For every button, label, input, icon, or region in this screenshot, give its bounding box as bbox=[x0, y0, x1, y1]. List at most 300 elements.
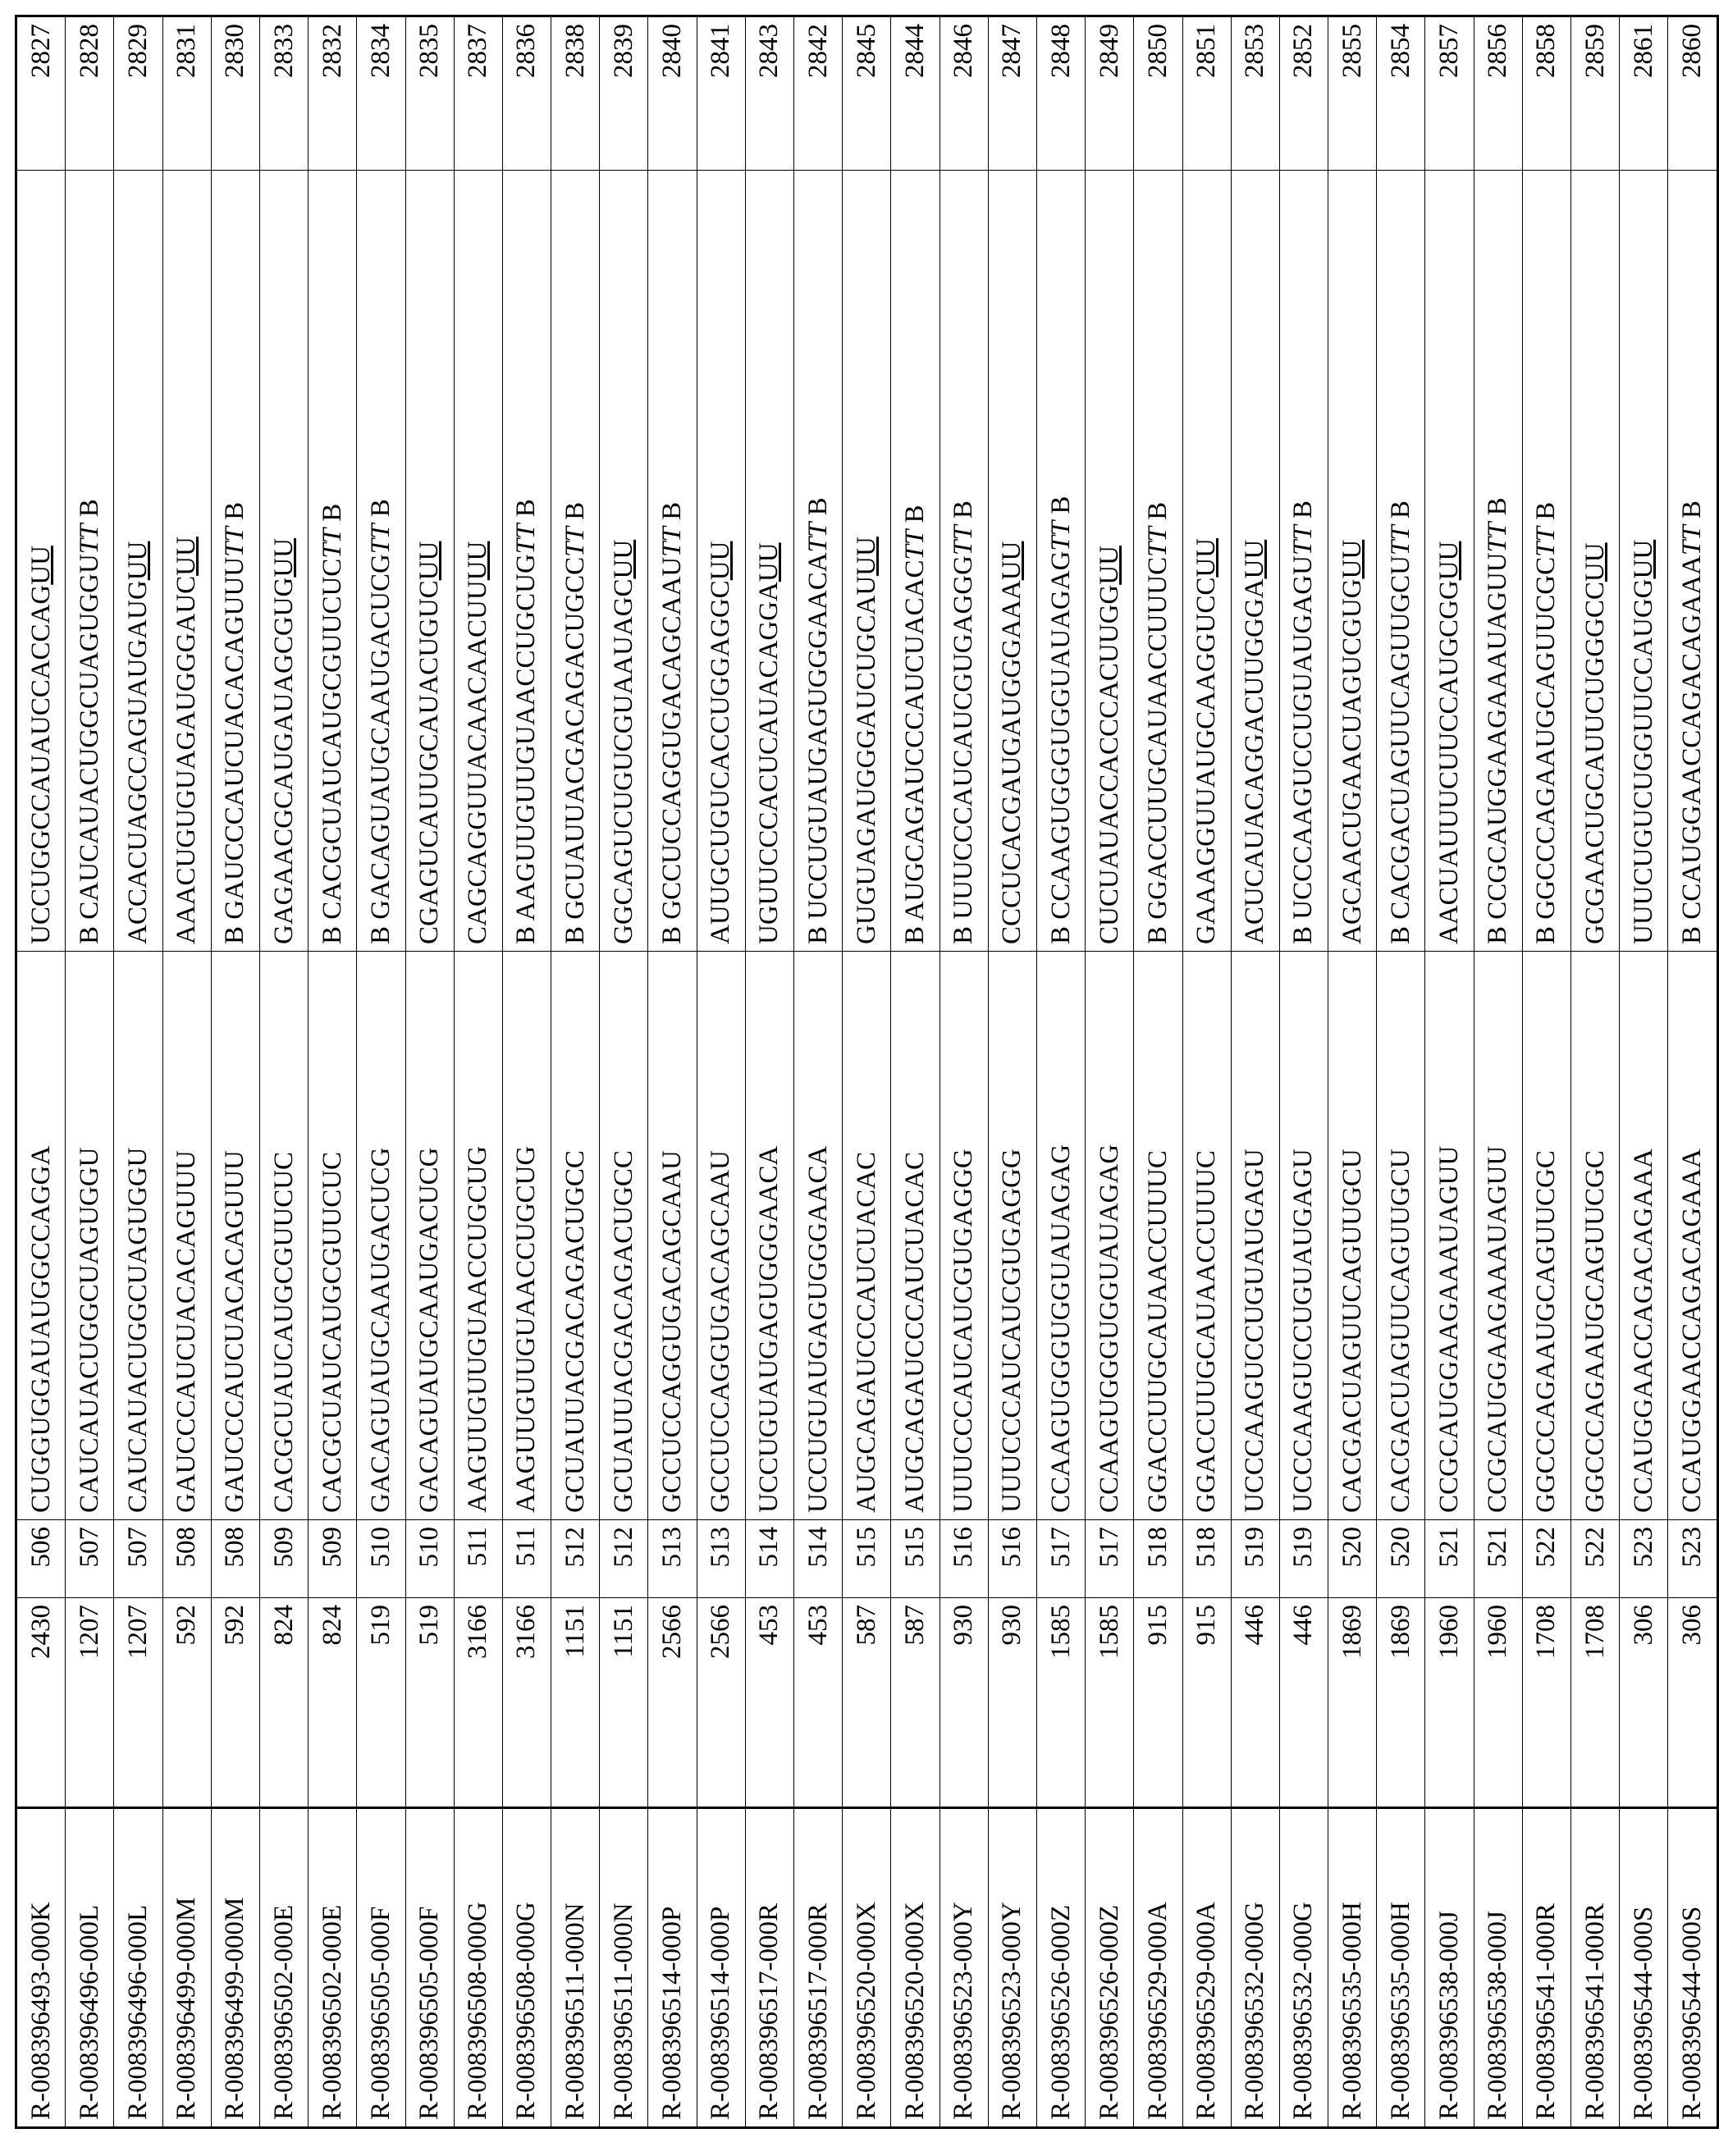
duplex-id-cell: R-008396505-000F bbox=[405, 1808, 454, 2128]
position-cell: 1151 bbox=[600, 1598, 648, 1808]
seq-id-cell: 2854 bbox=[1377, 16, 1425, 171]
antisense-strand-cell bbox=[1279, 171, 1328, 952]
strand-sequence: GCCUCCAGGUGACAGCAAU bbox=[657, 556, 688, 920]
cap-suffix: B bbox=[560, 501, 590, 528]
position-cell: 1960 bbox=[1474, 1598, 1522, 1808]
index-cell: 509 bbox=[309, 1520, 357, 1598]
sense-strand-cell: GCCUCCAGGUGACAGCAAU bbox=[697, 952, 745, 1520]
sense-strand-cell: CUGGUGGAUAUGGCCAGGA bbox=[16, 952, 66, 1520]
duplex-id-cell: R-008396517-000R bbox=[794, 1808, 843, 2128]
table-row bbox=[16, 16, 66, 2128]
seq-id-cell: 2829 bbox=[114, 16, 162, 171]
antisense-strand-cell bbox=[1036, 171, 1085, 952]
duplex-id-cell: R-008396538-000J bbox=[1474, 1808, 1522, 2128]
index-cell: 508 bbox=[211, 1520, 259, 1598]
table-row bbox=[1377, 16, 1425, 2128]
seq-id-cell: 2840 bbox=[648, 16, 697, 171]
duplex-id-cell: R-008396517-000R bbox=[745, 1808, 793, 2128]
cap-suffix: B bbox=[1676, 500, 1707, 526]
index-cell: 513 bbox=[697, 1520, 745, 1598]
antisense-strand-cell bbox=[309, 171, 357, 952]
underlined-overhang: UU bbox=[122, 541, 153, 581]
duplex-id-cell: R-008396496-000L bbox=[114, 1808, 162, 2128]
duplex-id-cell: R-008396538-000J bbox=[1425, 1808, 1474, 2128]
position-cell: 930 bbox=[988, 1598, 1036, 1808]
strand-sequence: GGCCCAGAAUGCAGUUCGC bbox=[1531, 556, 1561, 920]
seq-id-cell: 2860 bbox=[1668, 16, 1717, 171]
table-row bbox=[1620, 16, 1668, 2128]
cap-prefix: B bbox=[220, 919, 250, 944]
sirna-table bbox=[15, 15, 1719, 2129]
index-cell: 512 bbox=[551, 1520, 600, 1598]
index-cell: 516 bbox=[988, 1520, 1036, 1598]
index-cell: 514 bbox=[794, 1520, 843, 1598]
strand-sequence: UCCCAAGUCCUGUAUGAGU bbox=[1288, 555, 1319, 920]
strand-sequence: AGCAACUGAACUAGUCGUG bbox=[1337, 578, 1367, 944]
index-cell: 510 bbox=[357, 1520, 405, 1598]
antisense-strand-cell bbox=[1086, 171, 1134, 952]
strand-sequence: CCCUCACGAUGAUGGGAAA bbox=[997, 580, 1027, 944]
antisense-strand-cell bbox=[1522, 171, 1570, 952]
strand-sequence: AAGUUGUUGUAACCUGCUG bbox=[511, 554, 542, 921]
seq-id-cell: 2827 bbox=[16, 16, 66, 171]
sense-strand-cell: GAUCCCAUCUACACAGUUU bbox=[211, 952, 259, 1520]
table-row bbox=[1522, 16, 1570, 2128]
index-cell: 520 bbox=[1328, 1520, 1377, 1598]
duplex-id-cell: R-008396529-000A bbox=[1182, 1808, 1231, 2128]
index-cell: 523 bbox=[1668, 1520, 1717, 1598]
antisense-strand-cell bbox=[1182, 171, 1231, 952]
antisense-strand-cell bbox=[162, 171, 211, 952]
antisense-strand-cell bbox=[600, 171, 648, 952]
seq-id-cell: 2834 bbox=[357, 16, 405, 171]
antisense-strand-cell bbox=[357, 171, 405, 952]
strand-sequence: GGACCUUGCAUAACCUUUC bbox=[1142, 556, 1173, 920]
strand-sequence: CACGACUAGUUCAGUUGCU bbox=[1385, 555, 1415, 920]
italic-overhang: TT bbox=[899, 529, 930, 560]
italic-overhang: TT bbox=[560, 527, 590, 557]
index-cell: 515 bbox=[843, 1520, 891, 1598]
antisense-strand-cell bbox=[259, 171, 308, 952]
duplex-id-cell: R-008396529-000A bbox=[1134, 1808, 1182, 2128]
position-cell: 824 bbox=[309, 1598, 357, 1808]
index-cell: 507 bbox=[66, 1520, 114, 1598]
sense-strand-cell: GGCCCAGAAUGCAGUUCGC bbox=[1522, 952, 1570, 1520]
duplex-id-cell: R-008396502-000E bbox=[259, 1808, 308, 2128]
cap-suffix: B bbox=[317, 503, 347, 528]
sense-strand-cell: AUGCAGAUCCCAUCUACAC bbox=[843, 952, 891, 1520]
table-row bbox=[1134, 16, 1182, 2128]
table-row bbox=[940, 16, 988, 2128]
underlined-overhang: UU bbox=[1240, 539, 1270, 579]
strand-sequence: UGUUCCCACUCAUACAGGA bbox=[754, 582, 784, 944]
sense-strand-cell: AAGUUGUUGUAACCUGCUG bbox=[454, 952, 502, 1520]
duplex-id-cell: R-008396508-000G bbox=[454, 1808, 502, 2128]
position-cell: 1585 bbox=[1036, 1598, 1085, 1808]
antisense-strand-cell bbox=[648, 171, 697, 952]
cap-prefix: B bbox=[802, 919, 833, 944]
duplex-id-cell: R-008396508-000G bbox=[502, 1808, 551, 2128]
seq-id-cell: 2828 bbox=[66, 16, 114, 171]
seq-id-cell: 2858 bbox=[1522, 16, 1570, 171]
index-cell: 518 bbox=[1134, 1520, 1182, 1598]
sense-strand-cell: GACAGUAUGCAAUGACUCG bbox=[357, 952, 405, 1520]
table-row bbox=[551, 16, 600, 2128]
underlined-overhang: UU bbox=[1434, 541, 1465, 581]
position-cell: 1207 bbox=[66, 1598, 114, 1808]
table-row bbox=[357, 16, 405, 2128]
strand-sequence: GUGUAGAUGGGAUCUGCAU bbox=[851, 575, 881, 944]
seq-id-cell: 2849 bbox=[1086, 16, 1134, 171]
duplex-id-cell: R-008396505-000F bbox=[357, 1808, 405, 2128]
seq-id-cell: 2835 bbox=[405, 16, 454, 171]
duplex-id-cell: R-008396520-000X bbox=[843, 1808, 891, 2128]
sense-strand-cell: UCCCAAGUCCUGUAUGAGU bbox=[1279, 952, 1328, 1520]
cap-prefix: B bbox=[1288, 919, 1319, 944]
cap-prefix: B bbox=[1483, 919, 1513, 944]
seq-id-cell: 2848 bbox=[1036, 16, 1085, 171]
strand-sequence: CUCUAUACCACCCACUUGG bbox=[1094, 584, 1124, 944]
seq-id-cell: 2841 bbox=[697, 16, 745, 171]
seq-id-cell: 2857 bbox=[1425, 16, 1474, 171]
table-row bbox=[1182, 16, 1231, 2128]
duplex-id-cell: R-008396541-000R bbox=[1522, 1808, 1570, 2128]
seq-id-cell: 2838 bbox=[551, 16, 600, 171]
index-cell: 518 bbox=[1182, 1520, 1231, 1598]
antisense-strand-cell bbox=[794, 171, 843, 952]
underlined-overhang: UU bbox=[1628, 539, 1658, 579]
strand-sequence: UCCUGUAUGAGUGGGAACA bbox=[802, 552, 833, 920]
duplex-id-cell: R-008396523-000Y bbox=[988, 1808, 1036, 2128]
duplex-id-cell: R-008396511-000N bbox=[551, 1808, 600, 2128]
sense-strand-cell: CCAAGUGGGUGGUAUAGAG bbox=[1086, 952, 1134, 1520]
cap-suffix: B bbox=[1045, 496, 1076, 521]
table-row bbox=[794, 16, 843, 2128]
index-cell: 523 bbox=[1620, 1520, 1668, 1598]
sense-strand-cell: GACAGUAUGCAAUGACUCG bbox=[405, 952, 454, 1520]
underlined-overhang: UU bbox=[463, 541, 493, 581]
seq-id-cell: 2859 bbox=[1571, 16, 1620, 171]
cap-prefix: B bbox=[899, 920, 930, 944]
cap-prefix: B bbox=[657, 919, 688, 944]
sense-strand-cell: UUUCCCAUCAUCGUGAGGG bbox=[988, 952, 1036, 1520]
position-cell: 1869 bbox=[1328, 1598, 1377, 1808]
duplex-id-cell: R-008396499-000M bbox=[162, 1808, 211, 2128]
strand-sequence: GACAGUAUGCAAUGACUCG bbox=[365, 554, 395, 920]
underlined-overhang: UU bbox=[268, 537, 299, 578]
seq-id-cell: 2850 bbox=[1134, 16, 1182, 171]
duplex-id-cell: R-008396532-000G bbox=[1279, 1808, 1328, 2128]
index-cell: 506 bbox=[16, 1520, 66, 1598]
cap-suffix: B bbox=[1142, 501, 1173, 528]
antisense-strand-cell bbox=[1620, 171, 1668, 952]
antisense-strand-cell bbox=[697, 171, 745, 952]
italic-overhang: TT bbox=[1288, 525, 1319, 556]
duplex-id-cell: R-008396520-000X bbox=[891, 1808, 940, 2128]
italic-overhang: TT bbox=[317, 528, 347, 559]
index-cell: 509 bbox=[259, 1520, 308, 1598]
cap-prefix: B bbox=[317, 919, 347, 944]
table-row bbox=[745, 16, 793, 2128]
position-cell: 306 bbox=[1620, 1598, 1668, 1808]
table-row bbox=[988, 16, 1036, 2128]
sense-strand-cell: GAUCCCAUCUACACAGUUU bbox=[162, 952, 211, 1520]
seq-id-cell: 2839 bbox=[600, 16, 648, 171]
table-row bbox=[259, 16, 308, 2128]
duplex-id-cell: R-008396526-000Z bbox=[1036, 1808, 1085, 2128]
cap-prefix: B bbox=[1045, 919, 1076, 944]
position-cell: 1869 bbox=[1377, 1598, 1425, 1808]
index-cell: 522 bbox=[1571, 1520, 1620, 1598]
sense-strand-cell: CACGACUAGUUCAGUUGCU bbox=[1377, 952, 1425, 1520]
seq-id-cell: 2830 bbox=[211, 16, 259, 171]
table-row bbox=[891, 16, 940, 2128]
index-cell: 519 bbox=[1279, 1520, 1328, 1598]
index-cell: 511 bbox=[454, 1520, 502, 1598]
antisense-strand-cell bbox=[940, 171, 988, 952]
duplex-id-cell: R-008396532-000G bbox=[1231, 1808, 1279, 2128]
duplex-id-cell: R-008396535-000H bbox=[1328, 1808, 1377, 2128]
sense-strand-cell: AAGUUGUUGUAACCUGCUG bbox=[502, 952, 551, 1520]
table-row bbox=[1571, 16, 1620, 2128]
italic-overhang: TT bbox=[1483, 522, 1513, 553]
seq-id-cell: 2845 bbox=[843, 16, 891, 171]
index-cell: 517 bbox=[1086, 1520, 1134, 1598]
seq-id-cell: 2855 bbox=[1328, 16, 1377, 171]
strand-sequence: GAGAACGCAUGAUAGCGUG bbox=[268, 577, 299, 944]
index-cell: 513 bbox=[648, 1520, 697, 1598]
antisense-strand-cell bbox=[114, 171, 162, 952]
cap-suffix: B bbox=[511, 499, 542, 524]
underlined-overhang: UU bbox=[414, 541, 445, 581]
index-cell: 514 bbox=[745, 1520, 793, 1598]
sense-strand-cell: UCCCAAGUCCUGUAUGAGU bbox=[1231, 952, 1279, 1520]
sense-strand-cell: GCUAUUACGACAGACUGCC bbox=[600, 952, 648, 1520]
cap-suffix: B bbox=[1531, 501, 1561, 528]
position-cell: 915 bbox=[1182, 1598, 1231, 1808]
table-row bbox=[1474, 16, 1522, 2128]
italic-overhang: TT bbox=[220, 527, 250, 557]
italic-overhang: TT bbox=[657, 527, 688, 557]
cap-suffix: B bbox=[365, 499, 395, 524]
italic-overhang: TT bbox=[1385, 525, 1415, 556]
underlined-overhang: UU bbox=[1094, 546, 1124, 585]
strand-sequence: GAUCCCAUCUACACAGUUU bbox=[220, 556, 250, 920]
seq-id-cell: 2856 bbox=[1474, 16, 1522, 171]
seq-id-cell: 2844 bbox=[891, 16, 940, 171]
table-row bbox=[843, 16, 891, 2128]
strand-sequence: CCGCAUGGAAGAAAUAGUU bbox=[1483, 552, 1513, 920]
table-row bbox=[1231, 16, 1279, 2128]
cap-suffix: B bbox=[1385, 500, 1415, 526]
seq-id-cell: 2836 bbox=[502, 16, 551, 171]
index-cell: 507 bbox=[114, 1520, 162, 1598]
index-cell: 516 bbox=[940, 1520, 988, 1598]
table-row bbox=[648, 16, 697, 2128]
underlined-overhang: UU bbox=[171, 537, 202, 576]
sense-strand-cell: GGACCUUGCAUAACCUUUC bbox=[1182, 952, 1231, 1520]
underlined-overhang: UU bbox=[706, 541, 736, 581]
position-cell: 3166 bbox=[454, 1598, 502, 1808]
antisense-strand-cell bbox=[891, 171, 940, 952]
position-cell: 1151 bbox=[551, 1598, 600, 1808]
table-row bbox=[66, 16, 114, 2128]
strand-sequence: AACUAUUUCUUCCAUGCGG bbox=[1434, 580, 1465, 944]
table-row bbox=[502, 16, 551, 2128]
cap-suffix: B bbox=[1483, 497, 1513, 523]
duplex-id-cell: R-008396544-000S bbox=[1668, 1808, 1717, 2128]
position-cell: 2566 bbox=[697, 1598, 745, 1808]
antisense-strand-cell bbox=[551, 171, 600, 952]
index-cell: 519 bbox=[1231, 1520, 1279, 1598]
strand-sequence: CAGCAGGUUACAACAACUU bbox=[463, 580, 493, 944]
underlined-overhang: UU bbox=[1337, 539, 1367, 579]
index-cell: 511 bbox=[502, 1520, 551, 1598]
antisense-strand-cell bbox=[405, 171, 454, 952]
cap-suffix: B bbox=[802, 497, 833, 523]
antisense-strand-cell bbox=[66, 171, 114, 952]
index-cell: 521 bbox=[1474, 1520, 1522, 1598]
seq-id-cell: 2847 bbox=[988, 16, 1036, 171]
underlined-overhang: UU bbox=[1580, 542, 1610, 582]
sense-strand-cell: UCCUGUAUGAGUGGGAACA bbox=[745, 952, 793, 1520]
italic-overhang: TT bbox=[1531, 527, 1561, 557]
table-row bbox=[1036, 16, 1085, 2128]
strand-sequence: AAACUGUGUAGAUGGGAUC bbox=[171, 575, 202, 944]
sense-strand-cell: CAUCAUACUGGCUAGUGGU bbox=[66, 952, 114, 1520]
duplex-id-cell: R-008396496-000L bbox=[66, 1808, 114, 2128]
underlined-overhang: UU bbox=[25, 546, 56, 585]
italic-overhang: TT bbox=[365, 523, 395, 555]
strand-sequence: CAUCAUACUGGCUAGUGGU bbox=[74, 554, 104, 920]
cap-prefix: B bbox=[949, 919, 979, 944]
strand-sequence: CCAAGUGGGUGGUAUAGAG bbox=[1045, 550, 1076, 920]
position-cell: 592 bbox=[211, 1598, 259, 1808]
cap-prefix: B bbox=[1676, 919, 1707, 944]
position-cell: 453 bbox=[794, 1598, 843, 1808]
position-cell: 1207 bbox=[114, 1598, 162, 1808]
sense-strand-cell: GGCCCAGAAUGCAGUUCGC bbox=[1571, 952, 1620, 1520]
index-cell: 515 bbox=[891, 1520, 940, 1598]
table-row bbox=[697, 16, 745, 2128]
sense-strand-cell: CACGACUAGUUCAGUUGCU bbox=[1328, 952, 1377, 1520]
cap-prefix: B bbox=[365, 919, 395, 944]
table-row bbox=[114, 16, 162, 2128]
strand-sequence: UUUCCCAUCAUCGUGAGGG bbox=[949, 555, 979, 920]
antisense-strand-cell bbox=[454, 171, 502, 952]
duplex-id-cell: R-008396493-000K bbox=[16, 1808, 66, 2128]
duplex-id-cell: R-008396523-000Y bbox=[940, 1808, 988, 2128]
sense-strand-cell: GCUAUUACGACAGACUGCC bbox=[551, 952, 600, 1520]
strand-sequence: CGAGUCAUUGCAUACUGUC bbox=[414, 580, 445, 944]
sense-strand-cell: CCAUGGAACCAGACAGAAA bbox=[1668, 952, 1717, 1520]
duplex-id-cell: R-008396499-000M bbox=[211, 1808, 259, 2128]
sense-strand-cell: CACGCUAUCAUGCGUUCUC bbox=[259, 952, 308, 1520]
antisense-strand-cell bbox=[988, 171, 1036, 952]
sense-strand-cell: AUGCAGAUCCCAUCUACAC bbox=[891, 952, 940, 1520]
italic-overhang: TT bbox=[511, 523, 542, 555]
seq-id-cell: 2843 bbox=[745, 16, 793, 171]
position-cell: 1708 bbox=[1571, 1598, 1620, 1808]
antisense-strand-cell bbox=[1474, 171, 1522, 952]
position-cell: 2566 bbox=[648, 1598, 697, 1808]
antisense-strand-cell bbox=[16, 171, 66, 952]
position-cell: 519 bbox=[405, 1598, 454, 1808]
cap-suffix: B bbox=[74, 499, 104, 524]
duplex-id-cell: R-008396526-000Z bbox=[1086, 1808, 1134, 2128]
strand-sequence: UCCUGGCCAUAUCCACCAG bbox=[25, 584, 56, 944]
cap-suffix: B bbox=[1288, 500, 1319, 526]
strand-sequence: AUGCAGAUCCCAUCUACAC bbox=[899, 560, 930, 921]
duplex-id-cell: R-008396502-000E bbox=[309, 1808, 357, 2128]
strand-sequence: GCGAACUGCAUUCUGGGCC bbox=[1580, 582, 1610, 944]
table-row bbox=[1668, 16, 1717, 2128]
sense-strand-cell: CAUCAUACUGGCUAGUGGU bbox=[114, 952, 162, 1520]
underlined-overhang: UU bbox=[997, 541, 1027, 581]
seq-id-cell: 2846 bbox=[940, 16, 988, 171]
strand-sequence: CCAUGGAACCAGACAGAAA bbox=[1676, 555, 1707, 920]
rotated-table-container bbox=[15, 16, 1707, 2129]
position-cell: 2430 bbox=[16, 1598, 66, 1808]
table-row bbox=[600, 16, 648, 2128]
position-cell: 587 bbox=[843, 1598, 891, 1808]
sense-strand-cell: CCAAGUGGGUGGUAUAGAG bbox=[1036, 952, 1085, 1520]
cap-prefix: B bbox=[511, 920, 542, 944]
position-cell: 453 bbox=[745, 1598, 793, 1808]
sense-strand-cell: GCCUCCAGGUGACAGCAAU bbox=[648, 952, 697, 1520]
position-cell: 306 bbox=[1668, 1598, 1717, 1808]
index-cell: 521 bbox=[1425, 1520, 1474, 1598]
index-cell: 517 bbox=[1036, 1520, 1085, 1598]
seq-id-cell: 2861 bbox=[1620, 16, 1668, 171]
underlined-overhang: UU bbox=[851, 537, 881, 576]
cap-prefix: B bbox=[74, 919, 104, 944]
position-cell: 446 bbox=[1231, 1598, 1279, 1808]
position-cell: 587 bbox=[891, 1598, 940, 1808]
position-cell: 1585 bbox=[1086, 1598, 1134, 1808]
antisense-strand-cell bbox=[502, 171, 551, 952]
strand-sequence: GGCAGUCUGUCGUAAUAGC bbox=[608, 578, 638, 944]
position-cell: 1960 bbox=[1425, 1598, 1474, 1808]
antisense-strand-cell bbox=[1668, 171, 1717, 952]
position-cell: 915 bbox=[1134, 1598, 1182, 1808]
duplex-id-cell: R-008396544-000S bbox=[1620, 1808, 1668, 2128]
antisense-strand-cell bbox=[1571, 171, 1620, 952]
position-cell: 824 bbox=[259, 1598, 308, 1808]
table-row bbox=[211, 16, 259, 2128]
seq-id-cell: 2832 bbox=[309, 16, 357, 171]
cap-prefix: B bbox=[1385, 919, 1415, 944]
table-row bbox=[1086, 16, 1134, 2128]
sense-strand-cell: CACGCUAUCAUGCGUUCUC bbox=[309, 952, 357, 1520]
cap-prefix: B bbox=[1531, 919, 1561, 944]
italic-overhang: TT bbox=[74, 523, 104, 555]
duplex-id-cell: R-008396535-000H bbox=[1377, 1808, 1425, 2128]
cap-suffix: B bbox=[657, 501, 688, 528]
underlined-overhang: UU bbox=[1191, 537, 1222, 578]
position-cell: 1708 bbox=[1522, 1598, 1570, 1808]
antisense-strand-cell bbox=[843, 171, 891, 952]
cap-suffix: B bbox=[220, 501, 250, 528]
cap-prefix: B bbox=[1142, 919, 1173, 944]
position-cell: 3166 bbox=[502, 1598, 551, 1808]
sense-strand-cell: CCGCAUGGAAGAAAUAGUU bbox=[1425, 952, 1474, 1520]
italic-overhang: TT bbox=[1142, 527, 1173, 557]
index-cell: 520 bbox=[1377, 1520, 1425, 1598]
seq-id-cell: 2833 bbox=[259, 16, 308, 171]
strand-sequence: GAAAGGUUAUGCAAGGUCC bbox=[1191, 577, 1222, 944]
duplex-id-cell: R-008396514-000P bbox=[648, 1808, 697, 2128]
